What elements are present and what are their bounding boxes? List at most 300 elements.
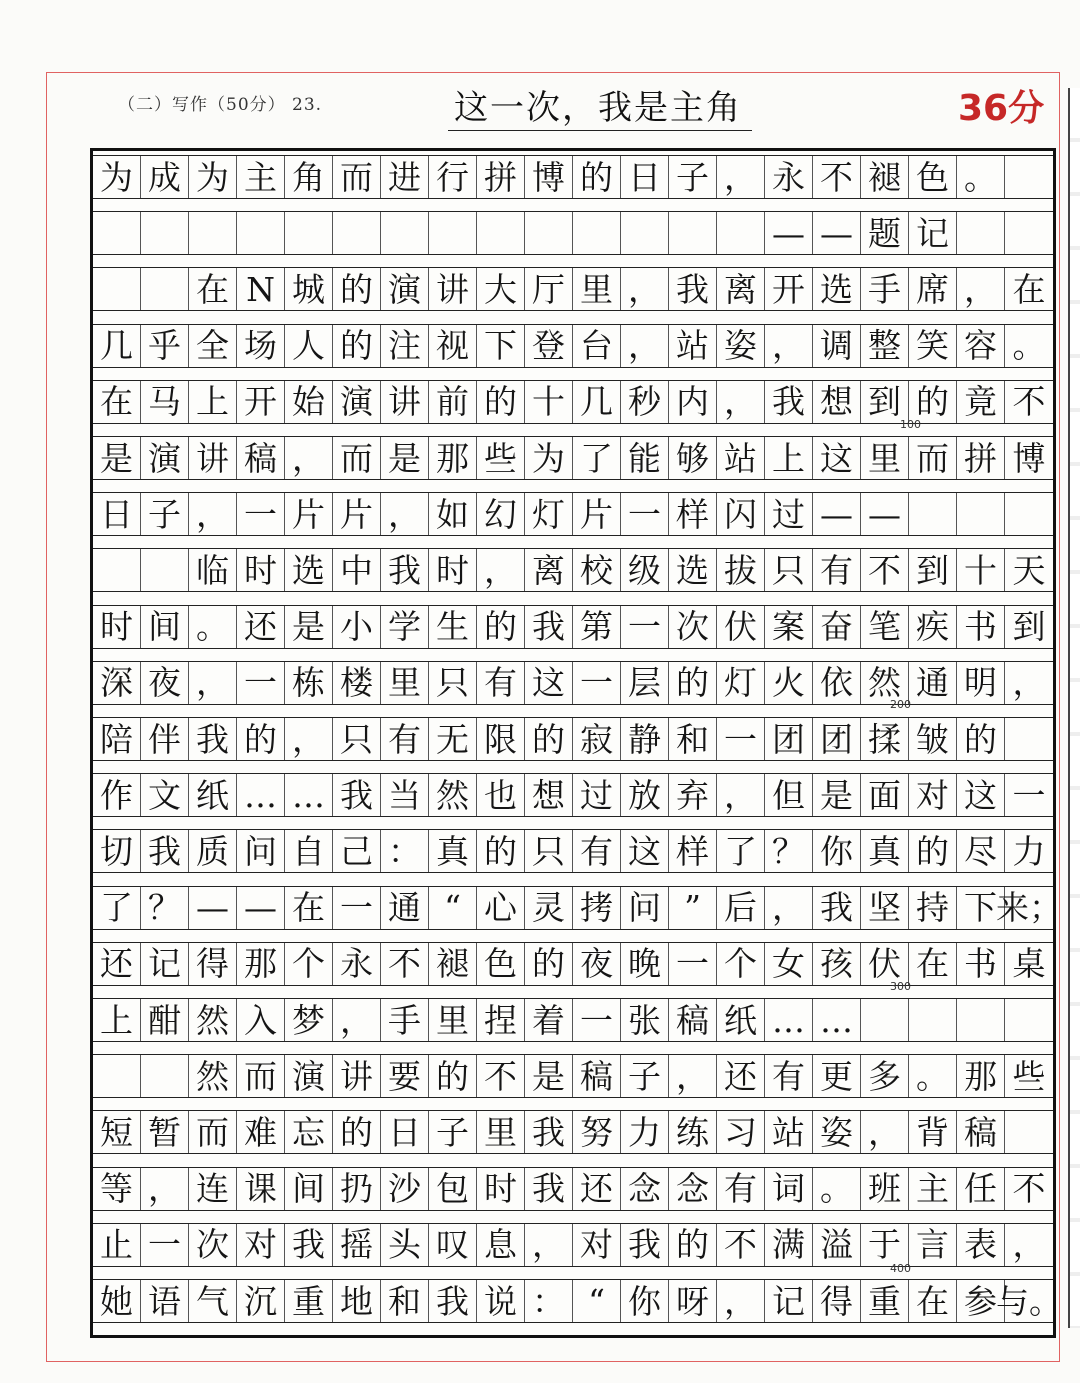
grid-cell: ， <box>285 437 333 479</box>
grid-row <box>93 886 1062 930</box>
grid-cell: 的 <box>333 1111 381 1153</box>
grid-cell: 捏 <box>477 999 525 1041</box>
grid-cell: 笔 <box>861 606 909 648</box>
grid-cell: 自 <box>285 830 333 872</box>
grid-cell: 团 <box>813 718 861 760</box>
grid-cell: 然 <box>189 1055 237 1097</box>
grid-cell <box>957 493 1005 535</box>
grid-cell: 我 <box>525 1111 573 1153</box>
grid-cell: 弃 <box>669 774 717 816</box>
grid-cell: 无 <box>429 718 477 760</box>
grid-cell: ？ <box>765 830 813 872</box>
grid-cell: 我 <box>525 1168 573 1210</box>
grid-cell: ： <box>381 830 429 872</box>
grid-cell: 依 <box>813 662 861 704</box>
grid-cell: 笑 <box>909 325 957 367</box>
grid-cell: 而 <box>237 1055 285 1097</box>
grid-cell: 念 <box>669 1168 717 1210</box>
grid-cell: 地 <box>333 1280 381 1322</box>
grid-cell: 有 <box>573 830 621 872</box>
grid-cell: 拼 <box>957 437 1005 479</box>
grid-cell: 语 <box>141 1280 189 1322</box>
word-count-marker: 200 <box>890 698 911 711</box>
grid-cell: 在 <box>1012 269 1046 309</box>
grid-cell: 满 <box>765 1224 813 1266</box>
grid-cell: 演 <box>285 1055 333 1097</box>
grid-cell: 演 <box>381 268 429 310</box>
grid-cell: 我 <box>429 1280 477 1322</box>
grid-cell: 拼 <box>477 156 525 198</box>
grid-cell: 的 <box>477 830 525 872</box>
grid-cell: 一 <box>1012 775 1046 815</box>
grid-cell: 重 <box>285 1280 333 1322</box>
grid-cell: 色 <box>477 943 525 985</box>
grid-cell: ？ <box>141 887 189 929</box>
grid-cell: 。 <box>909 1055 957 1097</box>
grid-cell: 些 <box>1012 1056 1046 1096</box>
grid-cell: 我 <box>333 774 381 816</box>
grid-cell: 间 <box>141 606 189 648</box>
grid-cell: 褪 <box>861 156 909 198</box>
grid-cell: 些 <box>477 437 525 479</box>
grid-cell: 但 <box>765 774 813 816</box>
grid-cell: 我 <box>285 1224 333 1266</box>
grid-cell: 还 <box>717 1055 765 1097</box>
grid-cell: 止 <box>93 1224 141 1266</box>
grid-cell: 。 <box>813 1168 861 1210</box>
grid-cell: 重 <box>861 1280 909 1322</box>
grid-cell: ， <box>957 268 1005 310</box>
grid-cell: 习 <box>717 1111 765 1153</box>
grid-cell: 是 <box>93 437 141 479</box>
grid-cell: 整 <box>861 325 909 367</box>
grid-cell: 主 <box>237 156 285 198</box>
grid-cell <box>93 212 141 254</box>
grid-cell: 坚 <box>861 887 909 929</box>
grid-cell: 过 <box>573 774 621 816</box>
grid-cell: 那 <box>237 943 285 985</box>
grid-cell: 乎 <box>141 325 189 367</box>
grid-cell <box>861 999 909 1041</box>
grid-cell: — <box>861 493 909 535</box>
section-label: （二）写作（50分） 23. <box>118 95 323 115</box>
grid-cell: ， <box>333 999 381 1041</box>
grid-cell: 为 <box>93 156 141 198</box>
grid-cell: 心 <box>477 887 525 929</box>
grid-row <box>93 773 1053 817</box>
grid-cell: 纸 <box>189 774 237 816</box>
grid-cell: 团 <box>765 718 813 760</box>
grid-cell <box>909 493 957 535</box>
grid-cell: 己 <box>333 830 381 872</box>
grid-cell: 难 <box>237 1111 285 1153</box>
grid-cell: 只 <box>525 830 573 872</box>
grid-cell: 小 <box>333 606 381 648</box>
grid-cell: 那 <box>957 1055 1005 1097</box>
grid-cell: 大 <box>477 268 525 310</box>
grid-cell: 有 <box>813 549 861 591</box>
grid-cell: 我 <box>189 718 237 760</box>
grid-cell: 上 <box>765 437 813 479</box>
grid-cell: ， <box>189 662 237 704</box>
grid-row <box>93 155 1053 199</box>
grid-cell: 离 <box>717 268 765 310</box>
grid-cell: 厅 <box>525 268 573 310</box>
grid-cell: ， <box>477 549 525 591</box>
grid-cell: 城 <box>285 268 333 310</box>
grid-cell: 日 <box>621 156 669 198</box>
grid-cell: — <box>813 493 861 535</box>
grid-cell: 你 <box>813 830 861 872</box>
grid-cell: 是 <box>285 606 333 648</box>
grid-cell: ， <box>717 774 765 816</box>
grid-cell: 陪 <box>93 718 141 760</box>
grid-cell: 课 <box>237 1168 285 1210</box>
grid-cell: 时 <box>477 1168 525 1210</box>
grid-row <box>93 998 1053 1042</box>
grid-cell: 是 <box>813 774 861 816</box>
grid-row <box>93 1279 1062 1323</box>
grid-cell <box>429 212 477 254</box>
grid-cell: 站 <box>669 325 717 367</box>
grid-cell: ， <box>621 268 669 310</box>
grid-cell: 为 <box>189 156 237 198</box>
grid-cell: 。 <box>189 606 237 648</box>
grid-cell: 次 <box>669 606 717 648</box>
grid-row <box>93 211 1053 255</box>
grid-cell: 讲 <box>333 1055 381 1097</box>
grid-cell: ， <box>717 381 765 423</box>
grid-cell: 里 <box>477 1111 525 1153</box>
grid-cell: 楼 <box>333 662 381 704</box>
grid-cell: 。 <box>1012 326 1046 366</box>
grid-cell: 她 <box>93 1280 141 1322</box>
grid-cell: 叹 <box>429 1224 477 1266</box>
grid-cell: 扔 <box>333 1168 381 1210</box>
grid-cell: 里 <box>573 268 621 310</box>
grid-cell: 摇 <box>333 1224 381 1266</box>
grid-cell: 的 <box>669 662 717 704</box>
grid-cell: ， <box>669 1055 717 1097</box>
grid-cell: 一 <box>237 662 285 704</box>
grid-cell: 有 <box>381 718 429 760</box>
grid-cell: 伴 <box>141 718 189 760</box>
grid-cell: 只 <box>333 718 381 760</box>
grid-cell: 案 <box>765 606 813 648</box>
grid-cell: 如 <box>429 493 477 535</box>
grid-cell: ， <box>189 493 237 535</box>
grid-cell: … <box>765 999 813 1041</box>
grid-cell: 有 <box>477 662 525 704</box>
grid-cell: 念 <box>621 1168 669 1210</box>
grid-cell: 梦 <box>285 999 333 1041</box>
grid-cell: 短 <box>93 1111 141 1153</box>
grid-cell <box>141 549 189 591</box>
grid-cell: … <box>237 774 285 816</box>
grid-cell: 姿 <box>813 1111 861 1153</box>
grid-cell: 真 <box>429 830 477 872</box>
grid-cell: 竟 <box>957 381 1005 423</box>
grid-cell: 作 <box>93 774 141 816</box>
grid-cell: 我 <box>381 549 429 591</box>
grid-cell: 校 <box>573 549 621 591</box>
grid-cell: 几 <box>93 325 141 367</box>
grid-cell: 片 <box>333 493 381 535</box>
grid-cell: ， <box>525 1224 573 1266</box>
grid-cell: 个 <box>717 943 765 985</box>
grid-cell: 一 <box>669 943 717 985</box>
grid-row <box>93 829 1053 873</box>
grid-cell: 演 <box>333 381 381 423</box>
grid-cell: 入 <box>237 999 285 1041</box>
grid-cell: 拷 <box>573 887 621 929</box>
grid-cell: 灵 <box>525 887 573 929</box>
grid-cell: 得 <box>813 1280 861 1322</box>
grid-cell <box>573 212 621 254</box>
grid-cell: — <box>765 212 813 254</box>
grid-row <box>93 605 1053 649</box>
grid-cell: 的 <box>237 718 285 760</box>
grid-cell: 着 <box>525 999 573 1041</box>
grid-cell: 进 <box>381 156 429 198</box>
grid-cell: 场 <box>237 325 285 367</box>
grid-cell: 栋 <box>285 662 333 704</box>
grid-cell: 而 <box>333 156 381 198</box>
grid-row <box>93 717 1053 761</box>
grid-cell: 张 <box>621 999 669 1041</box>
grid-cell: 的 <box>333 325 381 367</box>
grid-cell: 下 <box>477 325 525 367</box>
grid-cell: 十 <box>957 549 1005 591</box>
grid-cell <box>381 212 429 254</box>
grid-cell <box>477 212 525 254</box>
grid-cell <box>1005 493 1053 535</box>
grid-cell: 的 <box>525 943 573 985</box>
grid-cell: 博 <box>1012 438 1046 478</box>
grid-cell: 然 <box>189 999 237 1041</box>
word-count-marker: 300 <box>890 980 911 993</box>
grid-cell: 酣 <box>141 999 189 1041</box>
grid-cell <box>957 212 1005 254</box>
grid-cell: 忘 <box>285 1111 333 1153</box>
grid-cell: 样 <box>669 830 717 872</box>
grid-cell <box>333 212 381 254</box>
grid-cell: 十 <box>525 381 573 423</box>
grid-cell: 讲 <box>381 381 429 423</box>
grid-cell: 色 <box>909 156 957 198</box>
grid-row <box>93 267 1053 311</box>
grid-cell: 选 <box>669 549 717 591</box>
grid-cell: 表 <box>957 1224 1005 1266</box>
grid-cell: 记 <box>141 943 189 985</box>
grid-cell: 书 <box>957 943 1005 985</box>
grid-cell: 日 <box>93 493 141 535</box>
grid-cell <box>621 212 669 254</box>
grid-cell: 想 <box>525 774 573 816</box>
grid-cell: 调 <box>813 325 861 367</box>
grid-cell: 在 <box>909 1280 957 1322</box>
grid-cell: 临 <box>189 549 237 591</box>
grid-cell: 是 <box>525 1055 573 1097</box>
grid-cell: ， <box>1012 663 1046 703</box>
grid-cell: 的 <box>573 156 621 198</box>
grid-cell: 稿 <box>237 437 285 479</box>
grid-cell: 与。 <box>996 1281 1062 1321</box>
grid-cell: 通 <box>381 887 429 929</box>
grid-cell: 到 <box>909 549 957 591</box>
grid-cell: 稿 <box>669 999 717 1041</box>
grid-cell: 讲 <box>429 268 477 310</box>
grid-cell: 题 <box>861 212 909 254</box>
grid-cell: 言 <box>909 1224 957 1266</box>
grid-cell: — <box>189 887 237 929</box>
grid-cell: 记 <box>909 212 957 254</box>
grid-cell: 的 <box>525 718 573 760</box>
grid-cell: 一 <box>573 999 621 1041</box>
grid-cell: 也 <box>477 774 525 816</box>
grid-cell: 人 <box>285 325 333 367</box>
grid-cell: 溢 <box>813 1224 861 1266</box>
grid-cell <box>669 212 717 254</box>
grid-cell: 限 <box>477 718 525 760</box>
grid-cell: 子 <box>429 1111 477 1153</box>
grid-cell: 持 <box>909 887 957 929</box>
grid-cell: 伏 <box>861 943 909 985</box>
grid-cell: 的 <box>477 606 525 648</box>
grid-cell <box>141 212 189 254</box>
grid-cell: 任 <box>957 1168 1005 1210</box>
grid-cell: 席 <box>909 268 957 310</box>
grid-cell: 注 <box>381 325 429 367</box>
grid-cell: 我 <box>765 381 813 423</box>
grid-cell: 夜 <box>573 943 621 985</box>
grid-cell: 一 <box>333 887 381 929</box>
grid-cell: 书 <box>957 606 1005 648</box>
grid-cell: 永 <box>333 943 381 985</box>
grid-cell: 在 <box>285 887 333 929</box>
grid-cell: 奋 <box>813 606 861 648</box>
grid-cell: 容 <box>957 325 1005 367</box>
grid-cell: 闪 <box>717 493 765 535</box>
grid-cell: 灯 <box>525 493 573 535</box>
grid-cell: 明 <box>957 662 1005 704</box>
grid-cell: 和 <box>381 1280 429 1322</box>
grid-cell: 呀 <box>669 1280 717 1322</box>
grid-cell: 到 <box>861 381 909 423</box>
grid-cell: ， <box>381 493 429 535</box>
grid-cell: 有 <box>765 1055 813 1097</box>
grid-cell <box>141 268 189 310</box>
grid-cell: 而 <box>189 1111 237 1153</box>
grid-cell: 还 <box>93 943 141 985</box>
grid-cell: 始 <box>285 381 333 423</box>
grid-cell: 子 <box>141 493 189 535</box>
grid-cell: 力 <box>1012 831 1046 871</box>
grid-cell: 词 <box>765 1168 813 1210</box>
grid-cell: 而 <box>333 437 381 479</box>
grid-cell: 的 <box>909 381 957 423</box>
grid-cell: 次 <box>189 1224 237 1266</box>
grid-cell: 疾 <box>909 606 957 648</box>
grid-cell: 子 <box>669 156 717 198</box>
grid-cell: 拔 <box>717 549 765 591</box>
grid-cell: 一 <box>621 493 669 535</box>
grid-cell <box>1005 212 1053 254</box>
grid-cell: 在 <box>93 381 141 423</box>
grid-cell: 女 <box>765 943 813 985</box>
grid-cell: 一 <box>573 662 621 704</box>
grid-cell: 能 <box>621 437 669 479</box>
grid-row <box>93 492 1053 536</box>
grid-cell: 中 <box>333 549 381 591</box>
grid-cell: 时 <box>237 549 285 591</box>
grid-cell <box>909 999 957 1041</box>
grid-cell: “ <box>573 1280 621 1322</box>
grid-cell: 深 <box>93 662 141 704</box>
grid-cell: 时 <box>429 549 477 591</box>
grid-cell: 息 <box>477 1224 525 1266</box>
grid-cell: ： <box>525 1280 573 1322</box>
grid-cell: 褪 <box>429 943 477 985</box>
grid-cell: 头 <box>381 1224 429 1266</box>
grid-cell: ， <box>141 1168 189 1210</box>
grid-cell: 秒 <box>621 381 669 423</box>
grid-cell: 马 <box>141 381 189 423</box>
grid-cell: 这 <box>813 437 861 479</box>
grid-cell: 沉 <box>237 1280 285 1322</box>
grid-cell: 夜 <box>141 662 189 704</box>
grid-cell: 里 <box>381 662 429 704</box>
grid-cell <box>285 212 333 254</box>
grid-cell: 台 <box>573 325 621 367</box>
grid-cell: 。 <box>957 156 1005 198</box>
grid-cell: 对 <box>573 1224 621 1266</box>
grid-cell: 对 <box>909 774 957 816</box>
grid-cell: 片 <box>573 493 621 535</box>
grid-cell <box>1005 718 1053 760</box>
grid-cell: 行 <box>429 156 477 198</box>
grid-cell: 然 <box>861 662 909 704</box>
grid-cell: 手 <box>861 268 909 310</box>
grid-cell: 只 <box>429 662 477 704</box>
grid-cell: 那 <box>429 437 477 479</box>
grid-cell: 主 <box>909 1168 957 1210</box>
grid-cell: 这 <box>621 830 669 872</box>
grid-cell: 不 <box>1012 382 1046 422</box>
grid-cell: 讲 <box>189 437 237 479</box>
grid-cell: 学 <box>381 606 429 648</box>
grid-cell: 我 <box>525 606 573 648</box>
grid-cell: 永 <box>765 156 813 198</box>
grid-cell: 文 <box>141 774 189 816</box>
word-count-marker: 100 <box>900 418 921 431</box>
grid-cell: 努 <box>573 1111 621 1153</box>
grid-cell: ， <box>765 325 813 367</box>
grid-cell: 记 <box>765 1280 813 1322</box>
grid-cell: 的 <box>429 1055 477 1097</box>
grid-cell: 对 <box>237 1224 285 1266</box>
grid-cell: 背 <box>909 1111 957 1153</box>
grid-cell: 一 <box>141 1224 189 1266</box>
grid-cell: 孩 <box>813 943 861 985</box>
grid-cell: 伏 <box>717 606 765 648</box>
grid-row <box>93 324 1053 368</box>
grid-cell: 里 <box>861 437 909 479</box>
grid-cell <box>717 212 765 254</box>
grid-cell: 级 <box>621 549 669 591</box>
grid-cell: 静 <box>621 718 669 760</box>
grid-cell: 在 <box>909 943 957 985</box>
